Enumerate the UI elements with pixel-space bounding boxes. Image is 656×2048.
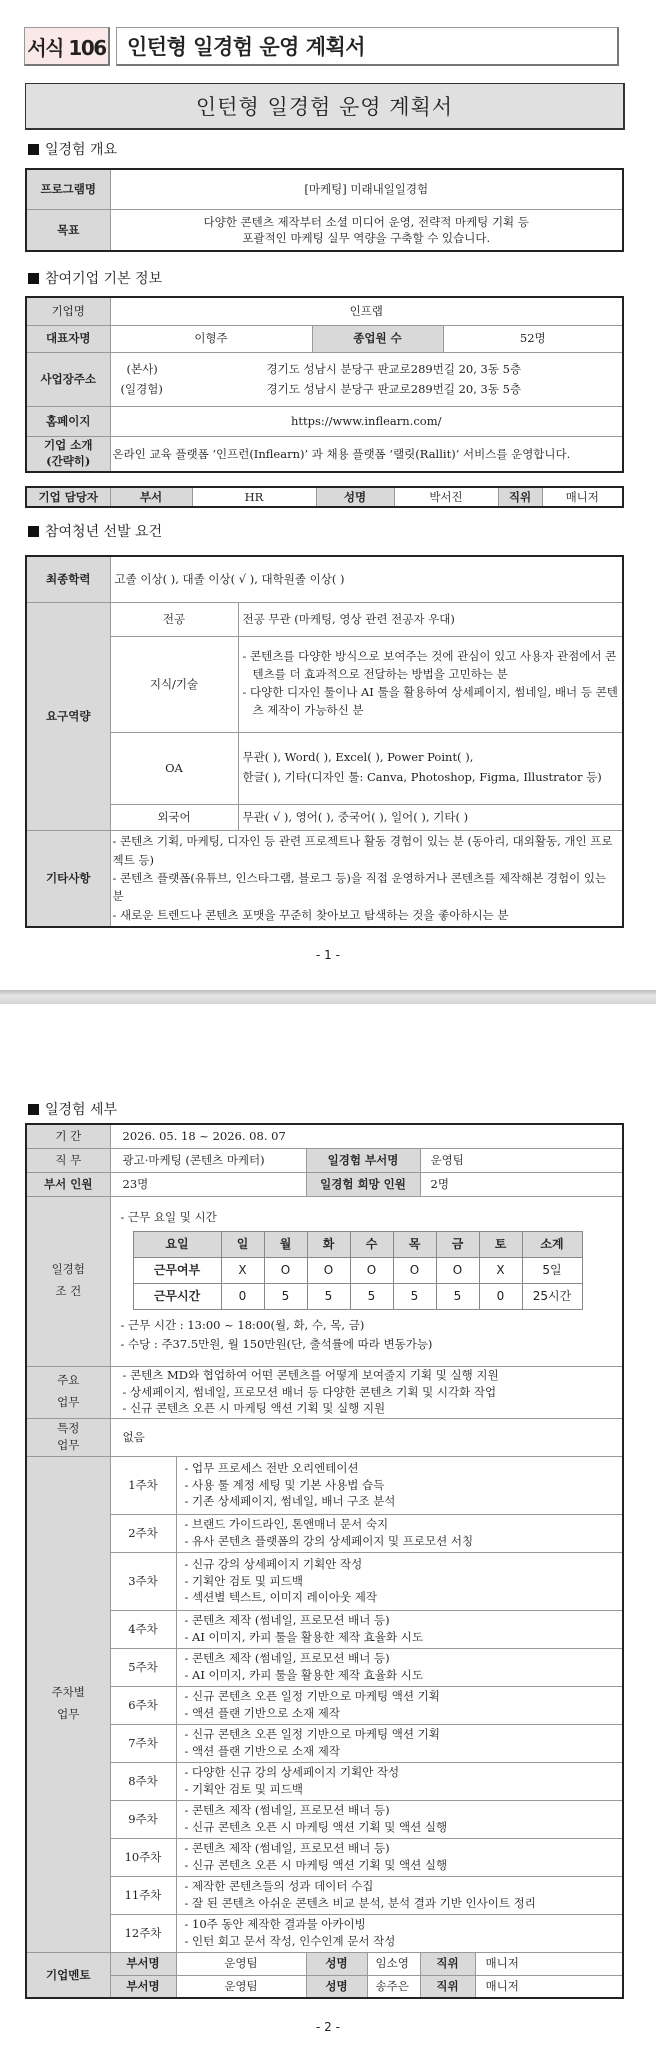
week-label: 6주차	[110, 1686, 176, 1724]
week-label: 7주차	[110, 1724, 176, 1762]
period-label: 기 간	[26, 1124, 110, 1148]
section-title: 일경험 개요	[45, 142, 118, 158]
week-tasks: - 신규 콘텐츠 오픈 일정 기반으로 마케팅 액션 기획 - 액션 플랜 기반으로 소재 제작	[176, 1724, 623, 1762]
week-tasks: - 업무 프로세스 전반 오리엔테이션 - 사용 툴 계정 세팅 및 기본 사용법 습득 - 기존 상세페이지, 썸네일, 배너 구조 분석	[176, 1456, 623, 1514]
mentor-row: 부서명 운영팀 성명 송주은 직위 매니저	[26, 1975, 623, 1998]
weekly-label: 주차별 업무	[26, 1456, 110, 1952]
week-label: 10주차	[110, 1838, 176, 1876]
schedule-table	[133, 1231, 583, 1310]
square-bullet-icon	[28, 526, 39, 537]
mentor-label: 기업멘토	[26, 1952, 110, 1998]
special-duties-value: 없음	[110, 1418, 623, 1456]
week-label: 5주차	[110, 1648, 176, 1686]
section-title: 일경험 세부	[45, 1102, 118, 1118]
special-duties-label: 특정 업무	[26, 1418, 110, 1456]
week-row	[26, 1456, 623, 1514]
week-row	[26, 1552, 623, 1610]
details-table	[25, 1123, 624, 1999]
contact-label: 기업 담당자	[26, 487, 110, 507]
contact-position-label: 직위	[498, 487, 542, 507]
other-item: - 콘텐츠 플랫폼(유튜브, 인스타그램, 블로그 등)을 직접 운영하거나 콘텐츠를 제작해본 경험이 있는 분	[112, 871, 607, 904]
main-duty-item: - 신규 콘텐츠 오픈 시 마케팅 액션 기획 및 실행 지원	[122, 1401, 386, 1416]
week-row	[26, 1514, 623, 1552]
section-title: 참여기업 기본 정보	[45, 271, 163, 287]
language-value: 무관( √ ), 영어( ), 중국어( ), 일어( ), 기타( )	[238, 804, 623, 830]
week-tasks: - 다양한 신규 강의 상세페이지 기획안 작성 - 기획안 검토 및 피드백	[176, 1762, 623, 1800]
mentor-name: 임소영	[367, 1952, 420, 1975]
oa-label: OA	[110, 732, 238, 804]
skills-label: 지식/기술	[110, 636, 238, 732]
contact-dept-label: 부서	[110, 487, 192, 507]
page-separator	[0, 990, 656, 1004]
form-code: 서식 106	[24, 27, 110, 66]
work-hours: - 근무 시간 : 13:00 ~ 18:00(월, 화, 수, 목, 금)	[120, 1318, 365, 1333]
company-name-value: 인프랩	[110, 297, 623, 325]
page-number: - 1 -	[316, 948, 340, 962]
wanted-label: 일경험 희망 인원	[306, 1172, 420, 1196]
mentor-name: 송주은	[367, 1975, 420, 1998]
week-tasks: - 콘텐츠 제작 (썸네일, 프로모션 배너 등) - 신규 콘텐츠 오픈 시 마케팅 액션 기획 및 액션 실행	[176, 1838, 623, 1876]
page-2	[0, 1004, 656, 2048]
job-value: 광고·마케팅 (콘텐츠 마케터)	[110, 1148, 306, 1172]
other-label: 기타사항	[26, 830, 110, 927]
address-label: 사업장주소	[26, 352, 110, 406]
other-value	[110, 830, 623, 927]
major-label: 전공	[110, 602, 238, 636]
wanted-value: 2명	[420, 1172, 623, 1196]
employees-value: 52명	[443, 325, 623, 352]
week-label: 12주차	[110, 1914, 176, 1952]
site-address: (일경험) 경기도 성남시 분당구 판교로289번길 20, 3동 5층	[120, 382, 522, 396]
education-label: 최종학력	[26, 556, 110, 602]
intro-label: 기업 소개 (간략히)	[26, 436, 110, 472]
main-duties-value	[110, 1366, 623, 1418]
homepage-link[interactable]: https://www.inflearn.com/	[110, 406, 623, 436]
week-label: 1주차	[110, 1456, 176, 1514]
staff-label: 부서 인원	[26, 1172, 110, 1196]
conditions-value: - 근무 요일 및 시간 요일 일 월 화 수 목 금 토 소계 근무여부 X O O O O O X 5일 근무시간 0 5 5 5 5 5 0 25시간 - 근무 시간 : 13:00 ~ 18:00(월, 화, 수, 목, 금) - 수당 : 주37.5만원, 월 150만원(단, 출석률에 따라 변동가능)	[110, 1196, 623, 1366]
week-tasks: - 콘텐츠 제작 (썸네일, 프로모션 배너 등) - AI 이미지, 카피 툴을 활용한 제작 효율화 시도	[176, 1610, 623, 1648]
page-number: - 2 -	[316, 2020, 340, 2034]
address-value	[110, 352, 623, 406]
company-name-label: 기업명	[26, 297, 110, 325]
goal-label: 목표	[26, 209, 110, 251]
schedule-header-row: 요일 일 월 화 수 목 금 토 소계	[133, 1232, 582, 1258]
staff-value: 23명	[110, 1172, 306, 1196]
mentor-position: 매니저	[475, 1952, 623, 1975]
square-bullet-icon	[28, 273, 39, 284]
main-duty-item: - 상세페이지, 썸네일, 프로모션 배너 등 다양한 콘텐츠 기획 및 시각화 작업	[122, 1384, 497, 1399]
week-label: 3주차	[110, 1552, 176, 1610]
other-item: - 콘텐츠 기획, 마케팅, 디자인 등 관련 프로젝트나 활동 경험이 있는 분 (동아리, 대외활동, 개인 프로젝트 등)	[112, 834, 613, 867]
document-title: 인턴형 일경험 운영 계획서	[25, 83, 625, 130]
week-tasks: - 브랜드 가이드라인, 톤앤매너 문서 숙지 - 유사 콘텐츠 플랫폼의 강의 상세페이지 및 프로모션 서칭	[176, 1514, 623, 1552]
square-bullet-icon	[28, 144, 39, 155]
week-tasks: - 신규 콘텐츠 오픈 일정 기반으로 마케팅 액션 기획 - 액션 플랜 기반으로 소재 제작	[176, 1686, 623, 1724]
education-value: 고졸 이상( ), 대졸 이상( √ ), 대학원졸 이상( )	[110, 556, 623, 602]
section-heading-company	[28, 268, 162, 288]
company-table	[25, 296, 624, 473]
period-value: 2026. 05. 18 ~ 2026. 08. 07	[110, 1124, 623, 1148]
skills-value	[238, 636, 623, 732]
program-label: 프로그램명	[26, 169, 110, 209]
week-label: 8주차	[110, 1762, 176, 1800]
schedule-row: 근무시간 0 5 5 5 5 5 0 25시간	[133, 1284, 582, 1310]
skills-item: - 다양한 디자인 툴이나 AI 툴을 활용하여 상세페이지, 썸네일, 배너 등 콘텐츠 제작이 가능하신 분	[242, 685, 618, 717]
overview-table	[25, 168, 624, 252]
week-row	[26, 1876, 623, 1914]
job-label: 직 무	[26, 1148, 110, 1172]
goal-value	[110, 209, 623, 251]
mentor-dept: 운영팀	[176, 1952, 306, 1975]
program-value: [마케팅] 미래내일일경험	[110, 169, 623, 209]
allowance: - 수당 : 주37.5만원, 월 150만원(단, 출석률에 따라 변동가능)	[120, 1336, 433, 1351]
week-tasks: - 콘텐츠 제작 (썸네일, 프로모션 배너 등) - AI 이미지, 카피 툴을 활용한 제작 효율화 시도	[176, 1648, 623, 1686]
schedule-row: 근무여부 X O O O O O X 5일	[133, 1258, 582, 1284]
week-row	[26, 1914, 623, 1952]
square-bullet-icon	[28, 1104, 39, 1115]
ceo-value: 이형주	[110, 325, 312, 352]
dept-value: 운영팀	[420, 1148, 623, 1172]
other-item: - 새로운 트렌드나 콘텐츠 포맷을 꾸준히 찾아보고 탐색하는 것을 좋아하시는 분	[112, 907, 509, 922]
form-title: 인턴형 일경험 운영 계획서	[116, 27, 619, 66]
mentor-position: 매니저	[475, 1975, 623, 1998]
contact-name-label: 성명	[316, 487, 394, 507]
main-duties-label: 주요 업무	[26, 1366, 110, 1418]
week-label: 2주차	[110, 1514, 176, 1552]
section-heading-requirements	[28, 521, 162, 541]
section-heading-details	[28, 1099, 117, 1119]
week-row	[26, 1838, 623, 1876]
week-tasks: - 콘텐츠 제작 (썸네일, 프로모션 배너 등) - 신규 콘텐츠 오픈 시 마케팅 액션 기획 및 액션 실행	[176, 1800, 623, 1838]
goal-line: 다양한 콘텐츠 제작부터 소셜 미디어 운영, 전략적 마케팅 기획 등	[203, 214, 529, 229]
skills-item: - 콘텐츠를 다양한 방식으로 보여주는 것에 관심이 있고 사용자 관점에서 콘텐츠를 더 효과적으로 전달하는 방법을 고민하는 분	[242, 649, 617, 682]
intro-value: 온라인 교육 플랫폼 ‘인프런(Inflearn)’ 과 채용 플랫폼 ‘랠릿(Rallit)’ 서비스를 운영합니다.	[110, 436, 623, 472]
competency-label: 요구역량	[26, 602, 110, 830]
week-row	[26, 1724, 623, 1762]
dept-label: 일경험 부서명	[306, 1148, 420, 1172]
ceo-label: 대표자명	[26, 325, 110, 352]
language-label: 외국어	[110, 804, 238, 830]
week-tasks: - 10주 동안 제작한 결과물 아카이빙 - 인턴 회고 문서 작성, 인수인계 문서 작성	[176, 1914, 623, 1952]
mentor-row: 기업멘토 부서명 운영팀 성명 임소영 직위 매니저	[26, 1952, 623, 1975]
conditions-label: 일경험 조 건	[26, 1196, 110, 1366]
homepage-label: 홈페이지	[26, 406, 110, 436]
contact-name-value: 박서진	[394, 487, 498, 507]
main-duty-item: - 콘텐츠 MD와 협업하여 어떤 콘텐츠를 어떻게 보여줄지 기획 및 실행 지원	[122, 1367, 499, 1382]
week-tasks: - 제작한 콘텐츠들의 성과 데이터 수집 - 잘 된 콘텐츠 아쉬운 콘텐츠 비교 분석, 분석 결과 기반 인사이트 정리	[176, 1876, 623, 1914]
week-row	[26, 1610, 623, 1648]
week-label: 4주차	[110, 1610, 176, 1648]
employees-label: 종업원 수	[312, 325, 443, 352]
week-label: 11주차	[110, 1876, 176, 1914]
week-row	[26, 1686, 623, 1724]
major-value: 전공 무관 (마케팅, 영상 관련 전공자 우대)	[238, 602, 623, 636]
contact-position-value: 매니저	[542, 487, 623, 507]
contact-dept-value: HR	[192, 487, 316, 507]
week-row	[26, 1648, 623, 1686]
form-header	[24, 27, 619, 66]
oa-value: 무관( ), Word( ), Excel( ), Power Point( ), 한글( ), 기타(디자인 툴: Canva, Photoshop, Figma, Illustrator 등)	[238, 732, 623, 804]
requirements-table	[25, 555, 624, 928]
goal-line: 포괄적인 마케팅 실무 역량을 구축할 수 있습니다.	[242, 230, 491, 245]
section-heading-overview	[28, 139, 117, 159]
mentor-dept: 운영팀	[176, 1975, 306, 1998]
section-title: 참여청년 선발 요건	[45, 524, 163, 540]
week-row	[26, 1800, 623, 1838]
hq-address: (본사) 경기도 성남시 분당구 판교로289번길 20, 3동 5층	[126, 361, 522, 376]
page-1	[0, 0, 656, 990]
week-tasks: - 신규 강의 상세페이지 기획안 작성 - 기획안 검토 및 피드백 - 섹션별 텍스트, 이미지 레이아웃 제작	[176, 1552, 623, 1610]
week-row	[26, 1762, 623, 1800]
contact-table	[25, 486, 624, 508]
week-label: 9주차	[110, 1800, 176, 1838]
